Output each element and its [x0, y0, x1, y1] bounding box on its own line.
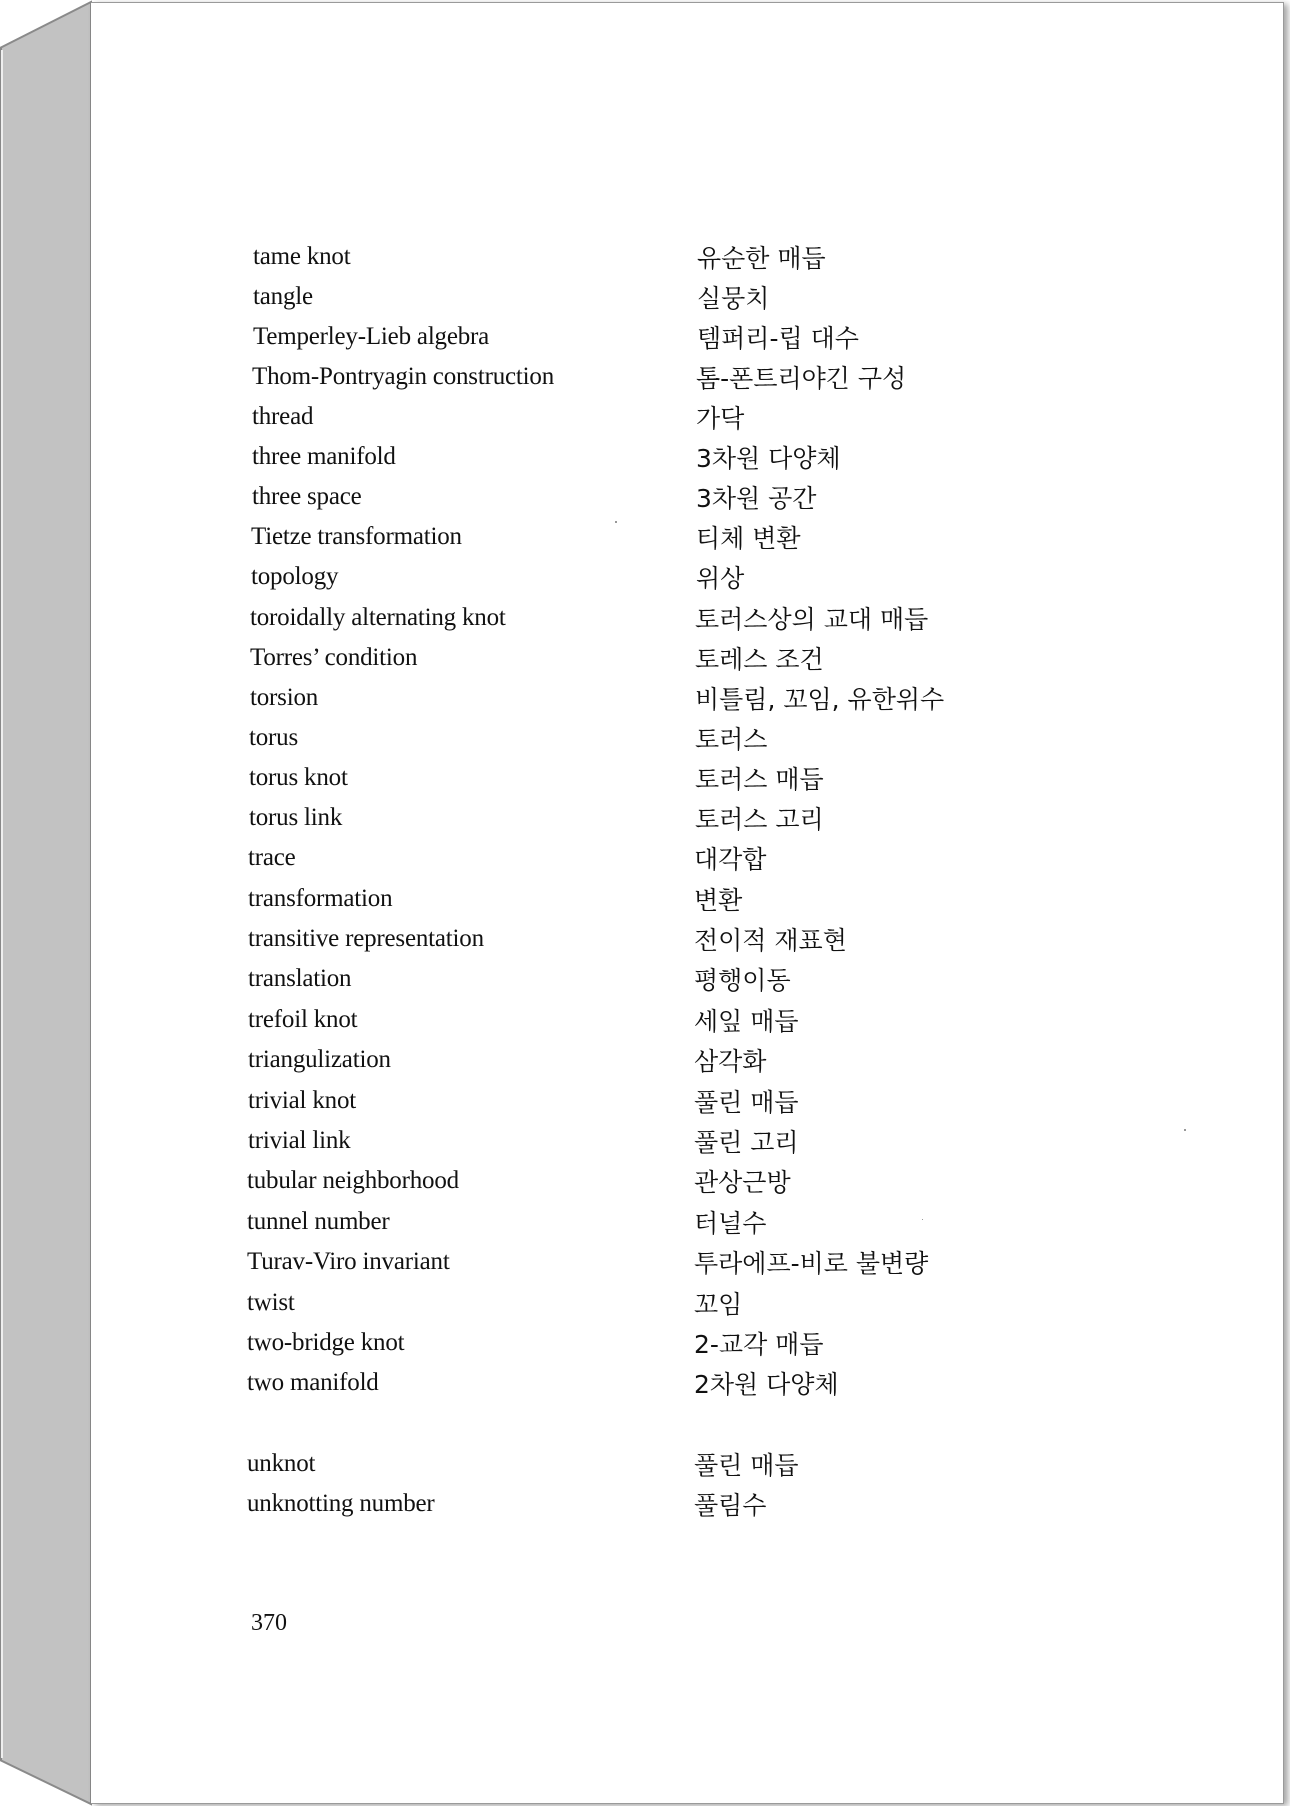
glossary-row [0, 403, 1290, 443]
glossary-row [0, 925, 1290, 965]
term: transitive representation [248, 925, 484, 952]
glossary-row [0, 604, 1290, 644]
term: trivial knot [248, 1087, 357, 1114]
term: unknotting number [247, 1490, 435, 1517]
translation: 유순한 매듭 [697, 244, 826, 273]
term: Turav-Viro invariant [247, 1248, 450, 1275]
term: trace [248, 844, 296, 871]
translation: 위상 [696, 564, 745, 593]
translation: 투라에프-비로 불변량 [694, 1249, 929, 1278]
translation: 2차원 다양체 [694, 1370, 839, 1399]
translation: 풀린 매듭 [694, 1451, 799, 1480]
translation: 삼각화 [694, 1047, 767, 1076]
glossary-row [0, 1329, 1290, 1369]
term: tangle [253, 283, 313, 310]
translation: 풀림수 [694, 1491, 767, 1520]
glossary-row [0, 1369, 1290, 1409]
term: translation [248, 965, 352, 992]
page-number: 370 [251, 1610, 287, 1636]
term: three manifold [252, 443, 396, 470]
translation: 톰-폰트리야긴 구성 [696, 364, 907, 393]
term: triangulization [248, 1046, 391, 1073]
glossary-row [0, 965, 1290, 1005]
translation: 세잎 매듭 [694, 1007, 799, 1036]
glossary-row [0, 443, 1290, 483]
glossary-row [0, 1450, 1290, 1490]
term: torsion [250, 684, 319, 711]
glossary-row [0, 323, 1290, 363]
translation: 토레스 조건 [695, 645, 824, 674]
translation: 2-교각 매듭 [694, 1330, 824, 1359]
term: transformation [248, 885, 393, 912]
glossary-row [0, 563, 1290, 603]
glossary-row [0, 1490, 1290, 1530]
glossary-row [0, 1087, 1290, 1127]
term: Thom-Pontryagin construction [252, 363, 554, 390]
glossary-row [0, 804, 1290, 844]
glossary-row [0, 1289, 1290, 1329]
glossary-row [0, 1046, 1290, 1086]
term: torus link [249, 804, 343, 831]
glossary-row [0, 283, 1290, 323]
term: topology [251, 563, 339, 590]
glossary-row [0, 1248, 1290, 1288]
term: toroidally alternating knot [250, 604, 506, 631]
glossary-row [0, 1127, 1290, 1167]
glossary-row [0, 844, 1290, 884]
term: trivial link [248, 1127, 351, 1154]
term: unknot [247, 1450, 316, 1477]
translation: 실뭉치 [697, 284, 770, 313]
glossary-row [0, 1208, 1290, 1248]
term: tubular neighborhood [247, 1167, 459, 1194]
scan-speck [1184, 1129, 1186, 1131]
translation: 평행이동 [694, 966, 791, 995]
translation: 티체 변환 [696, 524, 801, 553]
translation: 꼬임 [694, 1290, 743, 1319]
term: Torres’ condition [250, 644, 418, 671]
term: two-bridge knot [247, 1329, 405, 1356]
term: tame knot [253, 243, 351, 270]
translation: 토러스 고리 [695, 805, 824, 834]
term: Tietze transformation [251, 523, 462, 550]
glossary-row [0, 764, 1290, 804]
translation: 템퍼리-립 대수 [697, 324, 859, 353]
term: three space [252, 483, 362, 510]
translation: 3차원 다양체 [696, 444, 841, 473]
term: tunnel number [247, 1208, 390, 1235]
term: trefoil knot [248, 1006, 358, 1033]
translation: 관상근방 [694, 1168, 791, 1197]
translation: 토러스 매듭 [695, 765, 824, 794]
translation: 풀린 고리 [694, 1128, 799, 1157]
translation: 변환 [694, 886, 743, 915]
glossary-row [0, 523, 1290, 563]
translation: 3차원 공간 [696, 484, 817, 513]
translation: 가닥 [696, 404, 745, 433]
term: torus knot [249, 764, 348, 791]
term: twist [247, 1289, 295, 1316]
glossary-row [0, 885, 1290, 925]
glossary-row [0, 1167, 1290, 1207]
glossary-row [0, 483, 1290, 523]
translation: 풀린 매듭 [694, 1088, 799, 1117]
glossary-row [0, 684, 1290, 724]
translation: 전이적 재표현 [694, 926, 847, 955]
glossary-row [0, 644, 1290, 684]
translation: 터널수 [694, 1209, 767, 1238]
glossary-row [0, 724, 1290, 764]
term: two manifold [247, 1369, 379, 1396]
translation: 토러스 [695, 725, 768, 754]
term: torus [249, 724, 299, 751]
scan-speck [615, 521, 617, 523]
translation: 토러스상의 교대 매듭 [695, 605, 929, 634]
glossary-row [0, 1006, 1290, 1046]
translation: 비틀림, 꼬임, 유한위수 [695, 685, 945, 714]
term: thread [252, 403, 314, 430]
glossary-row [0, 363, 1290, 403]
translation: 대각합 [694, 845, 767, 874]
term: Temperley-Lieb algebra [253, 323, 490, 350]
glossary-row [0, 243, 1290, 283]
scan-speck [922, 1219, 923, 1220]
